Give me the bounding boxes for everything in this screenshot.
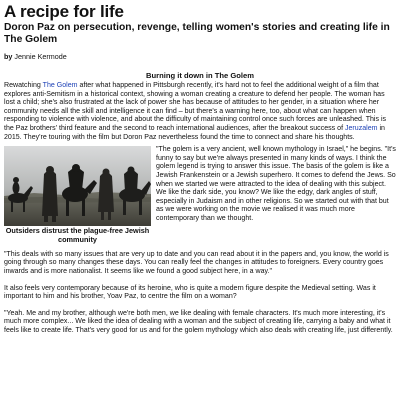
body-paragraph: "This deals with so many issues that are very up to date and you can read about it in the papers and, you know, the world is going through so many changes these days. You can really feel the changes in attitudes to foreigners. Every country goes inwards and is more nationalist. It seems like we found a good subject here, in a way."	[4, 250, 389, 275]
page-subtitle: Doron Paz on persecution, revenge, telling women's stories and creating life in The Golem	[4, 22, 390, 45]
body-paragraph: It also feels very contemporary because of its heroine, who is quite a modern figure despite the Medieval setting. Was it important to him and his brother, Yoav Paz, to centre the film on a woman?	[4, 284, 376, 301]
page-title: A recipe for life	[4, 2, 124, 21]
author-name: Jennie Kermode	[14, 52, 67, 61]
intro-paragraph	[4, 82, 396, 142]
intro-text-1: Rewatching	[4, 82, 43, 89]
article-page	[4, 3, 396, 403]
body-paragraph: "The golem is a very ancient, well known mythology in Israel," he begins. "It's funny to say but we're always presented in many kinds of ways. I think the golem legend is trying to answer this issue. The basis of the golem is like a Jewish Frankenstein or a Jewish superhero. It comes to defend the Jews. So when we started we were attracted to the idea of dealing with this subject. We like the dark side, you know? We like the edgy, dark angles of stuff, especially in Judaism and in other religions. So we started out with that but as we were working on the movie we realised it was much more contemporary than we thought.	[156, 146, 396, 222]
byline	[4, 52, 396, 61]
byline-prefix: by	[4, 52, 13, 61]
the-golem-link[interactable]: The Golem	[42, 82, 78, 89]
film-still-photo	[4, 146, 151, 226]
jeruzalem-link[interactable]: Jeruzalem	[344, 124, 378, 132]
body-paragraph: "Yeah. Me and my brother, although we're both men, we like dealing with female characters. It's much more interesting, it's much more complex... We liked the idea of dealing with a woman and the subject of creating life, carrying a baby and what it feels like to create life. That's very good for us and for the golem mythology which also deals with creating life, just differently.	[4, 309, 393, 334]
photo-caption: Outsiders distrust the plague-free Jewish community	[5, 226, 150, 244]
intro-text-3: in 2015. They're touring with the film but Doron Paz nevertheless found the time to connect and share his thoughts.	[4, 124, 385, 141]
intro-text-2: after what happened in Pittsburgh recently, it's hard not to feel the additional weight of a film that explores anti-Semitism in a historical context, showing a woman creating a creature to defend her people. The woman has lost a child; she's also frustrated at the lack of power she has because of attitudes to her gender, in a situation where her community needs all the skill and intelligence it can find – but there's a warning here, too, about what can happen when responding to violence with violence, and about the difficulty of maintaining control once such forces are unleashed. This is the Paz brothers' third feature and the second to reach international audiences, after the breakout success of	[4, 82, 387, 132]
section-heading: Burning it down in The Golem	[146, 71, 254, 80]
figure	[4, 146, 151, 245]
figure-row	[4, 146, 396, 245]
